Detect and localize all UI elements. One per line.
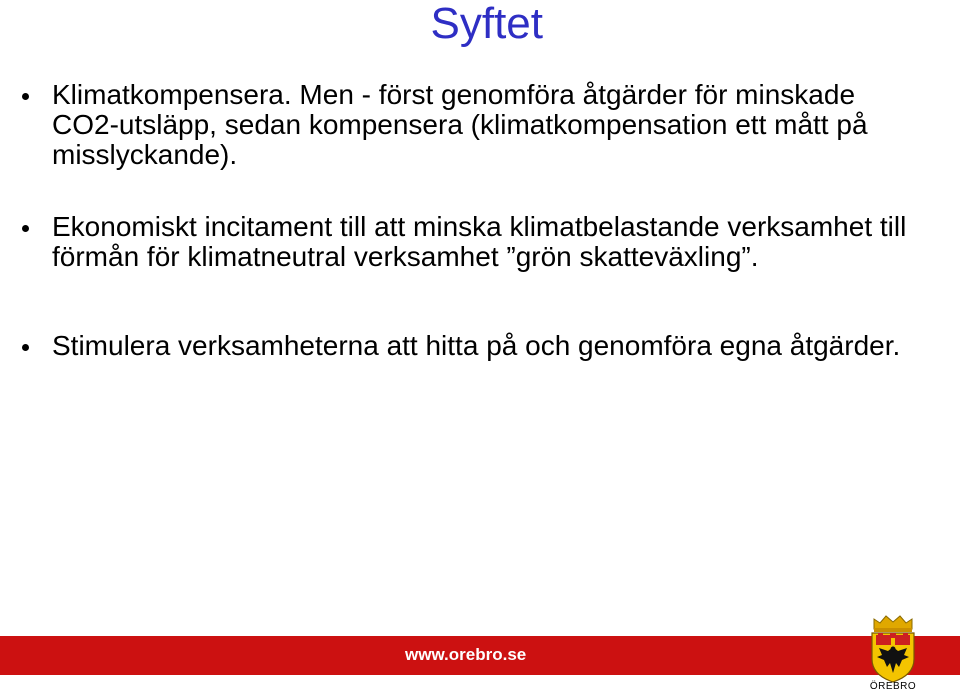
bullet-item: [22, 331, 922, 361]
bullet-item: [22, 80, 922, 170]
bullet-text: Stimulera verksamheterna att hitta på och genomföra egna åtgärder.: [52, 330, 901, 361]
bullet-item: [22, 212, 922, 272]
bullet-text: Klimatkompensera. Men - först genomföra åtgärder för minskade CO2-utsläpp, sedan kompensera (klimatkompensation ett mått på misslyckande).: [52, 79, 868, 170]
crest-label: ÖREBRO: [869, 681, 917, 692]
bullet-dot-icon: [22, 225, 29, 232]
bullet-text: Ekonomiskt incitament till att minska klimatbelastande verksamhet till förmån för klimatneutral verksamhet ”grön skatteväxling”.: [52, 211, 907, 272]
bullet-dot-icon: [22, 93, 29, 100]
slide-title: Syftet: [430, 0, 543, 48]
footer-url: www.orebro.se: [405, 645, 527, 664]
bullet-dot-icon: [22, 344, 29, 351]
orebro-crest-icon: [868, 615, 918, 683]
